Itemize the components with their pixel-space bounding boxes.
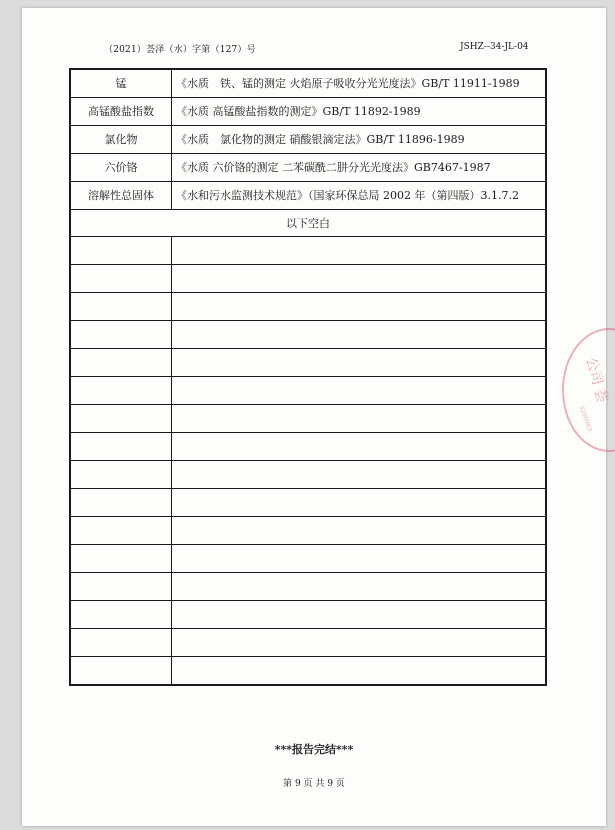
empty-row	[70, 237, 546, 265]
empty-cell	[172, 405, 547, 433]
seal-text: 公司 荟	[582, 355, 610, 405]
table-row	[70, 69, 546, 98]
empty-cell	[70, 629, 172, 657]
item-name: 溶解性总固体	[70, 182, 172, 210]
table-row	[70, 154, 546, 182]
report-end-marker: ***报告完结***	[274, 743, 354, 756]
empty-cell	[172, 321, 547, 349]
standard-method: 《水质 高锰酸盐指数的测定》GB/T 11892-1989	[172, 98, 547, 126]
empty-row	[70, 405, 546, 433]
item-name: 锰	[70, 69, 172, 98]
empty-row	[70, 349, 546, 377]
standard-method: 《水和污水监测技术规范》（国家环保总局 2002 年（第四版）3.1.7.2	[172, 182, 547, 210]
empty-cell	[70, 349, 172, 377]
item-name: 氯化物	[70, 126, 172, 154]
empty-cell	[172, 349, 547, 377]
empty-cell	[70, 237, 172, 265]
empty-cell	[172, 265, 547, 293]
empty-row	[70, 461, 546, 489]
empty-row	[70, 601, 546, 629]
empty-cell	[70, 321, 172, 349]
table-row	[70, 98, 546, 126]
standard-method: 《水质 铁、锰的测定 火焰原子吸收分光光度法》GB/T 11911-1989	[172, 69, 547, 98]
empty-row	[70, 657, 546, 686]
empty-cell	[172, 461, 547, 489]
empty-cell	[70, 265, 172, 293]
empty-cell	[172, 237, 547, 265]
empty-row	[70, 545, 546, 573]
empty-cell	[172, 293, 547, 321]
empty-cell	[172, 517, 547, 545]
empty-row	[70, 321, 546, 349]
empty-cell	[70, 657, 172, 686]
empty-row	[70, 265, 546, 293]
item-name: 高锰酸盐指数	[70, 98, 172, 126]
empty-row	[70, 629, 546, 657]
empty-row	[70, 573, 546, 601]
blank-note: 以下空白	[70, 210, 546, 237]
table-row	[70, 182, 546, 210]
empty-cell	[70, 377, 172, 405]
page-number: 第 9 页 共 9 页	[283, 779, 345, 789]
standard-method: 《水质 氯化物的测定 硝酸银滴定法》GB/T 11896-1989	[172, 126, 547, 154]
empty-cell	[70, 293, 172, 321]
empty-row	[70, 377, 546, 405]
empty-cell	[70, 433, 172, 461]
method-table	[69, 68, 547, 686]
blank-note-row	[70, 210, 546, 237]
empty-cell	[172, 433, 547, 461]
empty-row	[70, 293, 546, 321]
empty-cell	[172, 629, 547, 657]
company-seal	[562, 328, 615, 452]
empty-cell	[172, 601, 547, 629]
empty-cell	[172, 489, 547, 517]
seal-code: 3200983	[577, 404, 594, 433]
empty-cell	[70, 601, 172, 629]
empty-cell	[70, 545, 172, 573]
empty-row	[70, 489, 546, 517]
report-page	[22, 8, 610, 826]
empty-cell	[172, 545, 547, 573]
item-name: 六价铬	[70, 154, 172, 182]
empty-cell	[70, 517, 172, 545]
empty-cell	[172, 657, 547, 686]
empty-cell	[172, 573, 547, 601]
empty-cell	[70, 573, 172, 601]
empty-cell	[70, 489, 172, 517]
table-row	[70, 126, 546, 154]
empty-row	[70, 517, 546, 545]
record-code: JSHZ--34-JL-04	[460, 42, 529, 52]
empty-cell	[70, 405, 172, 433]
standard-method: 《水质 六价铬的测定 二苯碳酰二肼分光光度法》GB7467-1987	[172, 154, 547, 182]
empty-cell	[172, 377, 547, 405]
document-number: （2021）荟泽（水）字第（127）号	[104, 45, 256, 55]
empty-cell	[70, 461, 172, 489]
empty-row	[70, 433, 546, 461]
